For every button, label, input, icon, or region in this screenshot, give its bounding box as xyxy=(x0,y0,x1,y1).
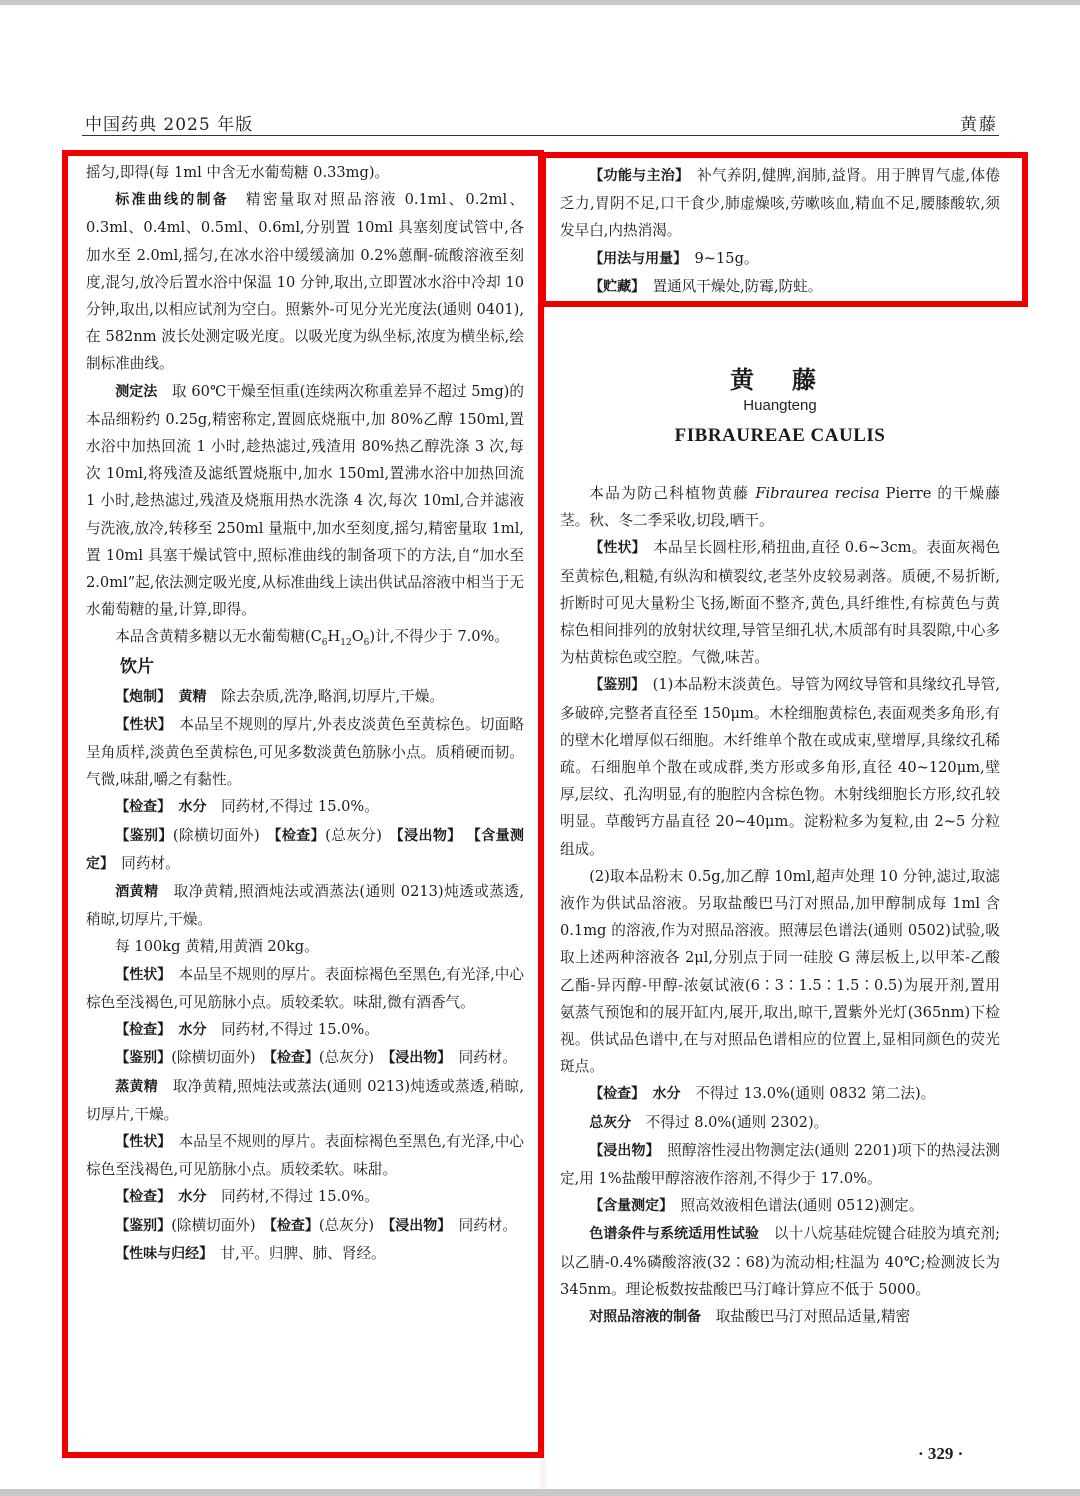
paragraph-assay: 【含量测定】 照高效液相色谱法(通则 0512)测定。 xyxy=(589,1197,924,1215)
monograph-title-chinese: 黄藤 xyxy=(730,366,854,394)
paragraph-inspection-ash: 总灰分 不得过 8.0%(通则 2302)。 xyxy=(589,1113,829,1131)
paragraph-storage: 【贮藏】 置通风干燥处,防霉,防蛀。 xyxy=(589,277,823,295)
top-gray-bar xyxy=(0,0,1080,5)
monograph-title-pinyin: Huangteng xyxy=(743,397,817,414)
paragraph-inspection: 【检查】 水分 同药材,不得过 15.0%。 xyxy=(115,798,379,816)
right-column-highlighted xyxy=(560,162,1000,301)
running-header-book-title: 中国药典 2025 年版 xyxy=(85,115,254,135)
paragraph-functions: 【功能与主治】 补气养阴,健脾,润肺,益肾。用于脾胃气虚,体倦乏力,胃阴不足,口干食少,肺虚燥咳,劳嗽咳血,精血不足,腰膝酸软,须发早白,内热消渴。 xyxy=(560,167,1001,240)
bottom-gray-bar xyxy=(0,1489,1080,1496)
paragraph-wine-ratio: 每 100kg 黄精,用黄酒 20kg。 xyxy=(115,938,319,956)
paragraph-processing: 【炮制】 黄精 除去杂质,洗净,略润,切厚片,干燥。 xyxy=(115,687,444,705)
paragraph-content-limit: 本品含黄精多糖以无水葡萄糖$(C_6H_{12}O_6)$计,不得少于 7.0%。 xyxy=(115,628,510,649)
subheading: 测定法 xyxy=(115,383,158,400)
species-name: Fibraurea recisa xyxy=(755,485,880,502)
right-column xyxy=(560,480,1000,1331)
paragraph-description: 【性状】 本品呈长圆柱形,稍扭曲,直径 0.6~3cm。表面灰褐色至黄棕色,粗糙,有纵沟和横裂纹,老茎外皮较易剥落。质硬,不易折断,折断时可见大量粉尘飞扬,断面不整齐,黄色,具纤维性,有棕黄色与黄棕色相间排列的放射状纹理,导管呈细孔状,木质部有时具裂隙,中心多为枯黄棕色或空腔。气微,味苦。 xyxy=(560,539,1001,667)
header-rule xyxy=(82,135,999,136)
subheading: 标准曲线的制备 xyxy=(115,192,230,209)
paragraph: 摇匀,即得(每 1ml 中含无水葡萄糖 0.33mg)。 xyxy=(86,164,390,181)
paragraph-description: 【性状】 本品呈不规则的厚片,外表皮淡黄色至黄棕色。切面略呈角质样,淡黄色至黄棕色,可见多数淡黄色筋脉小点。质稍硬而韧。气微,味甜,嚼之有黏性。 xyxy=(86,715,524,789)
paragraph-same-as-crude: 【鉴别】(除横切面外) 【检查】(总灰分) 【浸出物】 同药材。 xyxy=(115,1216,517,1234)
paragraph-inspection: 【检查】 水分 同药材,不得过 15.0%。 xyxy=(115,1021,379,1039)
paragraph-same-as-crude: 【鉴别】(除横切面外) 【检查】(总灰分) 【浸出物】 同药材。 xyxy=(115,1049,517,1067)
paragraph-identification-2: (2)取本品粉末 0.5g,加乙醇 10ml,超声处理 10 分钟,滤过,取滤液作为供试品溶液。另取盐酸巴马汀对照品,加甲醇制成每 1ml 含 0.1mg 的溶液,作为对照品溶液。照薄层色谱法(通则 0502)试验,吸取上述两种溶液各 2μl,分别点于同一硅胶 G 薄层板上,以甲苯-乙酸乙酯-异丙醇-甲醇-浓氨试液(6∶3∶1.5∶1.5∶0.5)为展开剂,置用氨蒸气预饱和的展开缸内,展开,取出,晾干,置紫外光灯(365nm)下检视。供试品色谱中,在与对照品色谱相应的位置上,显相同颜色的荧光斑点。 xyxy=(560,867,1000,1076)
paragraph-identification-1: 【鉴别】 (1)本品粉末淡黄色。导管为网纹导管和具缘纹孔导管,多破碎,完整者直径至 150μm。木栓细胞黄棕色,表面观类多角形,有的壁木化增厚似石细胞。木纤维单个散在或成束,壁增厚,具缘纹孔稀疏。石细胞单个散在或成群,类方形或多角形,直径 40~120μm,壁厚,层纹、孔沟明显,有的胞腔内含棕色物。木射线细胞长方形,纹孔较明显。草酸钙方晶直径 20~40μm。淀粉粒多为复粒,由 2~5 分粒组成。 xyxy=(560,676,1000,858)
paragraph-inspection-water: 【检查】 水分 不得过 13.0%(通则 0832 第二法)。 xyxy=(589,1085,936,1103)
paragraph-reference-prep: 对照品溶液的制备 取盐酸巴马汀对照品适量,精密 xyxy=(589,1308,911,1326)
paragraph-wine-processed: 酒黄精 取净黄精,照酒炖法或酒蒸法(通则 0213)炖透或蒸透,稍晾,切厚片,干燥。 xyxy=(86,883,524,929)
paragraph-description: 【性状】 本品呈不规则的厚片。表面棕褐色至黑色,有光泽,中心棕色至浅褐色,可见筋脉小点。质较柔软。味甜,微有酒香气。 xyxy=(86,965,525,1011)
paragraph-chromatography: 色谱条件与系统适用性试验 以十八烷基硅烷键合硅胶为填充剂;以乙腈-0.4%磷酸溶液(32∶68)为流动相;柱温为 40℃;检测波长为 345nm。理论板数按盐酸巴马汀峰计算应不低于 5000。 xyxy=(560,1225,1001,1298)
section-heading-yinpian: 饮片 xyxy=(120,656,154,677)
running-header-entry-name: 黄藤 xyxy=(960,115,998,135)
paragraph-assay-method: 测定法 取 60℃干燥至恒重(连续两次称重差异不超过 5mg)的本品细粉约 0.25g,精密称定,置圆底烧瓶中,加 80%乙醇 150ml,置水浴中加热回流 1 小时,趁热滤过,残渣用 80%热乙醇洗涤 3 次,每次 10ml,将残渣及滤纸置烧瓶中,加水 150ml,置沸水浴中加热回流 1 小时,趁热滤过,残渣及烧瓶用热水洗涤 4 次,每次 10ml,合并滤液与洗液,放冷,转移至 250ml 量瓶中,加水至刻度,摇匀,精密量取 1ml,置 10ml 具塞干燥试管中,照标准曲线的制备项下的方法,自“加水至 2.0ml”起,依法测定吸光度,从标准曲线上读出供试品溶液中相当于无水葡萄糖的量,计算,即得。 xyxy=(86,382,525,619)
monograph-title-latin: FIBRAUREAE CAULIS xyxy=(674,425,886,446)
paragraph-intro: 本品为防己科植物黄藤 Fibraurea recisa Pierre 的干燥藤茎。秋、冬二季采收,切段,晒干。 xyxy=(560,485,1001,530)
left-column xyxy=(86,159,524,1268)
page-number: · 329 · xyxy=(918,1444,964,1463)
paragraph-extractives: 【浸出物】 照醇溶性浸出物测定法(通则 2201)项下的热浸法测定,用 1%盐酸甲醇溶液作溶剂,不得少于 17.0%。 xyxy=(560,1141,1001,1188)
paragraph-dosage: 【用法与用量】 9~15g。 xyxy=(589,249,759,267)
paragraph-nature-meridian: 【性味与归经】 甘,平。归脾、肺、肾经。 xyxy=(115,1244,386,1262)
paragraph-description: 【性状】 本品呈不规则的厚片。表面棕褐色至黑色,有光泽,中心棕色至浅褐色,可见筋脉小点。质较柔软。味甜。 xyxy=(86,1132,525,1179)
paragraph-standard-curve: 标准曲线的制备 精密量取对照品溶液 0.1ml、0.2ml、0.3ml、0.4ml、0.5ml、0.6ml,分别置 10ml 具塞刻度试管中,各加水至 2.0ml,摇匀,在冰水浴中缓缓滴加 0.2%蒽酮-硫酸溶液至刻度,混匀,放冷后置水浴中保温 10 分钟,取出,立即置冰水浴中冷却 10 分钟,取出,以相应试剂为空白。照紫外-可见分光光度法(通则 0401),在 582nm 波长处测定吸光度。以吸光度为纵坐标,浓度为横坐标,绘制标准曲线。 xyxy=(86,191,524,373)
paragraph-inspection: 【检查】 水分 同药材,不得过 15.0%。 xyxy=(115,1188,379,1206)
paragraph-steamed: 蒸黄精 取净黄精,照炖法或蒸法(通则 0213)炖透或蒸透,稍晾,切厚片,干燥。 xyxy=(86,1077,524,1123)
paragraph-same-as-crude: 【鉴别】(除横切面外) 【检查】(总灰分) 【浸出物】 【含量测定】 同药材。 xyxy=(86,826,525,872)
